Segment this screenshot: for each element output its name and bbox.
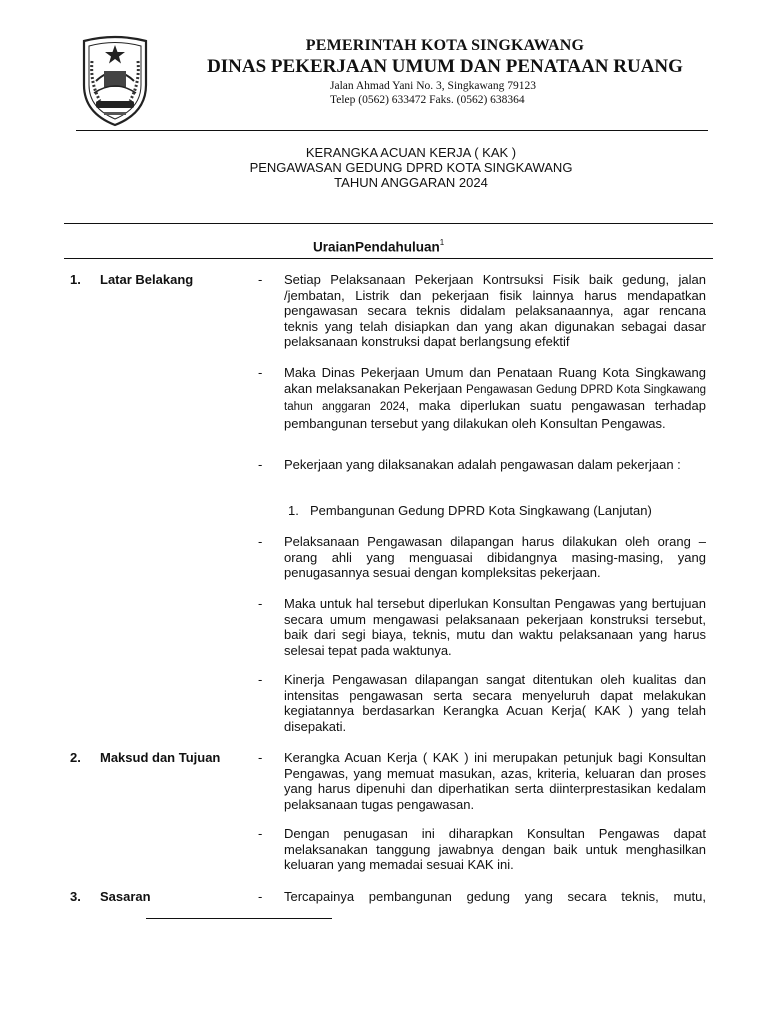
footnote-separator [146, 918, 332, 919]
bullet-dash: - [258, 889, 263, 904]
document-title [150, 145, 672, 190]
title-divider-top [64, 223, 713, 224]
title-line-2: PENGAWASAN GEDUNG DPRD KOTA SINGKAWANG [249, 160, 573, 175]
bullet-dash: - [258, 457, 263, 472]
bullet-dash: - [258, 534, 263, 549]
paragraph-part: , maka diperlukan suatu pengawasan terhadap pembangunan tersebut yang dilakukan oleh Konsultan Pengawas. [284, 398, 706, 431]
paragraph-part-small: Pengawasan Gedung DPRD Kota Singkawang tahun anggaran 2024 [284, 383, 707, 413]
item-number: 2. [70, 750, 81, 765]
sublist-number: 1. [288, 503, 299, 518]
bullet-dash: - [258, 272, 263, 287]
paragraph: Dengan penugasan ini diharapkan Konsultan Pengawas dapat melaksanakan tanggung jawabnya dengan baik untuk menghasilkan keluaran yang memadai sesuai KAK ini. [284, 826, 706, 872]
letterhead-government-name: PEMERINTAH KOTA SINGKAWANG [305, 37, 585, 54]
paragraph: Pelaksanaan Pengawasan dilapangan harus dilakukan oleh orang – orang ahli yang menguasai dibidangnya masing-masing, yang penugasannya sesuai dengan kompleksitas pekerjaan. [284, 534, 706, 580]
title-line-1: KERANGKA ACUAN KERJA ( KAK ) [305, 145, 517, 160]
bullet-dash: - [258, 826, 263, 841]
section-heading-text: UraianPendahuluan [313, 239, 440, 255]
paragraph: Tercapainya pembangunan gedung yang secara teknis, mutu, [284, 889, 706, 904]
letterhead-address: Jalan Ahmad Yani No. 3, Singkawang 79123 [330, 80, 537, 92]
letterhead-phone: Telep (0562) 633472 Faks. (0562) 638364 [330, 94, 525, 106]
item-label-sasaran: Sasaran [100, 889, 151, 904]
item-label-maksud-dan-tujuan: Maksud dan Tujuan [100, 750, 221, 765]
paragraph-part: Maka Dinas Pekerjaan Umum dan Penataan Ruang Kota Singkawang akan melaksanakan Pekerjaan [284, 365, 706, 396]
letterhead-divider [76, 130, 708, 131]
title-line-3: TAHUN ANGGARAN 2024 [334, 175, 488, 190]
paragraph [284, 365, 706, 431]
bullet-dash: - [258, 750, 263, 765]
paragraph: Kerangka Acuan Kerja ( KAK ) ini merupakan petunjuk bagi Konsultan Pengawas, yang memuat masukan, azas, kriteria, keluaran dan proses yang harus dipenuhi dan diperhatikan serta diinterprestasikan kedalam pelaksanaan tugas pengawasan. [284, 750, 706, 812]
section-heading [313, 239, 444, 255]
sublist-text: Pembangunan Gedung DPRD Kota Singkawang (Lanjutan) [310, 503, 652, 518]
footnote-mark: 1 [439, 238, 445, 247]
bullet-dash: - [258, 365, 263, 380]
letterhead-department-name: DINAS PEKERJAAN UMUM DAN PENATAAN RUANG [207, 56, 683, 77]
paragraph: Setiap Pelaksanaan Pekerjaan Kontrsuksi Fisik baik gedung, jalan /jembatan, Listrik dan pekerjaan fisik lainnya harus mendapatkan pengawasan secara teknis didalam pelaksanaannya, agar rencana teknis yang telah disiapkan dan yang akan digunakan sebagai dasar pelaksanaan konstruksi dapat berlangsung efektif [284, 272, 706, 349]
item-number: 1. [70, 272, 81, 287]
paragraph: Maka untuk hal tersebut diperlukan Konsultan Pengawas yang bertujuan secara umum mengawasi pelaksanaan pekerjaan konstruksi tersebut, baik dari segi biaya, teknis, mutu dan waktu pelaksanaan yang harus selesai tepat pada waktunya. [284, 596, 706, 658]
sublist-item [288, 503, 652, 518]
item-number: 3. [70, 889, 81, 904]
bullet-dash: - [258, 672, 263, 687]
paragraph: Kinerja Pengawasan dilapangan sangat ditentukan oleh kualitas dan intensitas pengawasan serta secara menyeluruh dapat melakukan kegiatannya berdasarkan Kerangka Acuan Kerja( KAK ) yang telah disepakati. [284, 672, 706, 734]
bullet-dash: - [258, 596, 263, 611]
city-emblem-logo [78, 33, 152, 127]
paragraph: Pekerjaan yang dilaksanakan adalah pengawasan dalam pekerjaan : [284, 457, 681, 472]
title-divider-bottom [64, 258, 713, 259]
item-label-latar-belakang: Latar Belakang [100, 272, 194, 287]
